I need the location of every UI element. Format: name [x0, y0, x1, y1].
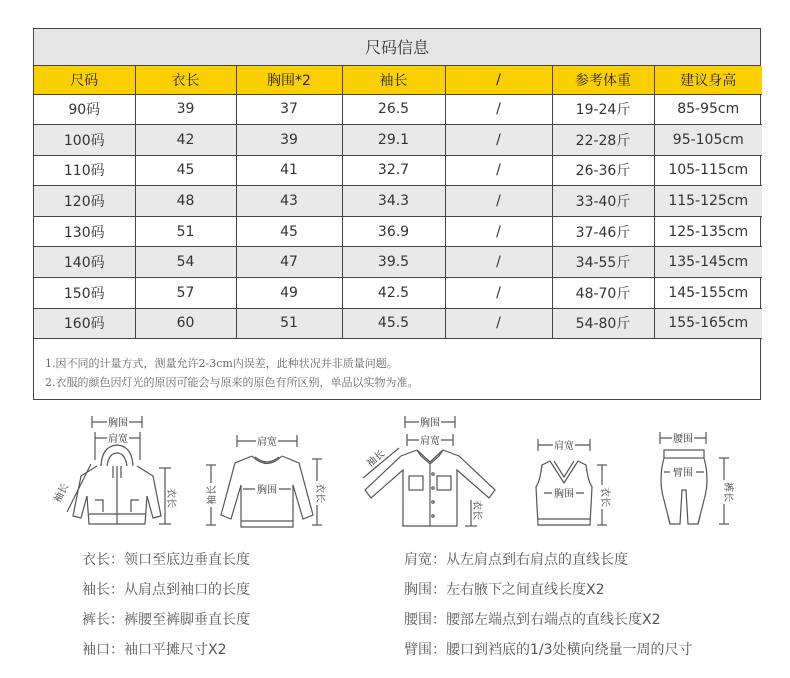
legend-waist: 腰围：腰部左端点到右端点的直线长度X2	[404, 612, 661, 628]
size-table-panel	[33, 28, 761, 400]
cell-weight: 22-28斤	[552, 125, 654, 156]
hoodie-shoulder-label: 肩宽	[108, 434, 128, 445]
legend-sleeve-length: 袖长：从肩点到袖口的长度	[82, 582, 250, 598]
cell-body-length: 51	[135, 216, 236, 247]
cell-sleeve-length: 39.5	[342, 247, 445, 278]
cell-size: 140码	[34, 247, 135, 278]
note-line: 2.衣服的颜色因灯光的原因可能会与原来的原色有所区别，单品以实物为准。	[45, 376, 419, 389]
hoodie-chest-label: 胸围	[108, 418, 128, 429]
cell-weight: 26-36斤	[552, 155, 654, 186]
legend-pants-length: 裤长：裤腰至裤脚垂直长度	[82, 612, 250, 628]
table-row	[34, 278, 762, 309]
size-table	[34, 66, 762, 339]
cell-blank: /	[445, 155, 552, 186]
shirt-sleeve-label: 袖长	[364, 448, 388, 470]
cell-blank: /	[445, 247, 552, 278]
header-blank: /	[445, 66, 552, 94]
sweater-chest-label: 胸围	[257, 485, 277, 496]
sweater-shoulder-label: 肩宽	[257, 437, 277, 448]
shirt-icon	[355, 410, 495, 540]
pants-waist-label: 腰围	[673, 434, 693, 445]
cell-height: 115-125cm	[654, 186, 762, 217]
cell-chest: 47	[236, 247, 342, 278]
pants-thigh-label: 臂围	[673, 468, 693, 479]
cell-blank: /	[445, 278, 552, 309]
cell-body-length: 39	[135, 94, 236, 125]
cell-chest: 51	[236, 308, 342, 339]
legend-body-length: 衣长：领口至底边垂直长度	[82, 552, 250, 568]
hoodie-length-label: 衣长	[165, 488, 176, 508]
vest-length-label: 衣长	[599, 487, 610, 507]
cell-weight: 33-40斤	[552, 186, 654, 217]
shirt-shoulder-label: 肩宽	[420, 436, 440, 447]
vest-diagram	[520, 425, 620, 535]
cell-sleeve-length: 29.1	[342, 125, 445, 156]
header-sleeve-length: 袖长	[342, 66, 445, 94]
cell-weight: 37-46斤	[552, 216, 654, 247]
sweater-icon	[205, 425, 330, 535]
header-size: 尺码	[34, 66, 135, 94]
hoodie-diagram	[52, 408, 180, 538]
cell-blank: /	[445, 94, 552, 125]
cell-blank: /	[445, 186, 552, 217]
pants-diagram	[640, 420, 750, 535]
cell-weight: 34-55斤	[552, 247, 654, 278]
pants-icon	[640, 420, 750, 535]
cell-blank: /	[445, 308, 552, 339]
sweater-length-label: 衣长	[314, 483, 325, 503]
header-chest: 胸围*2	[236, 66, 342, 94]
table-row	[34, 216, 762, 247]
cell-body-length: 48	[135, 186, 236, 217]
cell-size: 130码	[34, 216, 135, 247]
cell-size: 120码	[34, 186, 135, 217]
cell-size: 110码	[34, 155, 135, 186]
cell-body-length: 45	[135, 155, 236, 186]
legend-arm: 臂围：腰口到裆底的1/3处横向绕量一周的尺寸	[404, 642, 693, 658]
vest-shoulder-label: 肩宽	[554, 441, 574, 452]
vest-icon	[520, 425, 620, 535]
cell-sleeve-length: 36.9	[342, 216, 445, 247]
cell-size: 160码	[34, 308, 135, 339]
legend-shoulder-width: 肩宽：从左肩点到右肩点的直线长度	[404, 552, 628, 568]
table-row	[34, 308, 762, 339]
table-notes	[45, 354, 745, 392]
legend-cuff: 袖口：袖口平摊尺寸X2	[82, 642, 227, 658]
table-row	[34, 186, 762, 217]
vest-chest-label: 胸围	[554, 489, 574, 500]
cell-height: 135-145cm	[654, 247, 762, 278]
pants-length-label: 裤长	[722, 482, 733, 502]
header-body-length: 衣长	[135, 66, 236, 94]
note-line: 1.因不同的计量方式，测量允许2-3cm内误差，此种状况并非质量问题。	[45, 357, 398, 370]
cell-blank: /	[445, 125, 552, 156]
table-row	[34, 125, 762, 156]
sweater-diagram	[205, 425, 330, 535]
cell-body-length: 57	[135, 278, 236, 309]
table-row	[34, 247, 762, 278]
cell-size: 100码	[34, 125, 135, 156]
measurement-legend	[0, 543, 790, 673]
cell-weight: 48-70斤	[552, 278, 654, 309]
cell-sleeve-length: 34.3	[342, 186, 445, 217]
cell-chest: 37	[236, 94, 342, 125]
cell-sleeve-length: 45.5	[342, 308, 445, 339]
cell-chest: 41	[236, 155, 342, 186]
table-row	[34, 94, 762, 125]
cell-blank: /	[445, 216, 552, 247]
table-title: 尺码信息	[34, 29, 760, 66]
table-row	[34, 155, 762, 186]
header-height: 建议身高	[654, 66, 762, 94]
shirt-diagram	[355, 410, 495, 540]
cell-sleeve-length: 32.7	[342, 155, 445, 186]
cell-body-length: 60	[135, 308, 236, 339]
sweater-sleeve-label: 袖长	[207, 485, 218, 505]
cell-height: 155-165cm	[654, 308, 762, 339]
cell-size: 90码	[34, 94, 135, 125]
cell-chest: 39	[236, 125, 342, 156]
cell-height: 95-105cm	[654, 125, 762, 156]
hoodie-sleeve-label: 袖长	[52, 481, 72, 505]
cell-body-length: 54	[135, 247, 236, 278]
header-weight: 参考体重	[552, 66, 654, 94]
cell-height: 145-155cm	[654, 278, 762, 309]
cell-sleeve-length: 26.5	[342, 94, 445, 125]
hoodie-icon	[52, 408, 180, 538]
shirt-length-label: 衣长	[471, 500, 482, 520]
cell-weight: 19-24斤	[552, 94, 654, 125]
cell-chest: 43	[236, 186, 342, 217]
table-header-row	[34, 66, 762, 94]
cell-height: 85-95cm	[654, 94, 762, 125]
cell-chest: 49	[236, 278, 342, 309]
cell-height: 125-135cm	[654, 216, 762, 247]
cell-size: 150码	[34, 278, 135, 309]
cell-weight: 54-80斤	[552, 308, 654, 339]
cell-sleeve-length: 42.5	[342, 278, 445, 309]
legend-chest: 胸围：左右腋下之间直线长度X2	[404, 582, 605, 598]
cell-chest: 45	[236, 216, 342, 247]
cell-height: 105-115cm	[654, 155, 762, 186]
cell-body-length: 42	[135, 125, 236, 156]
shirt-chest-label: 胸围	[420, 418, 440, 429]
